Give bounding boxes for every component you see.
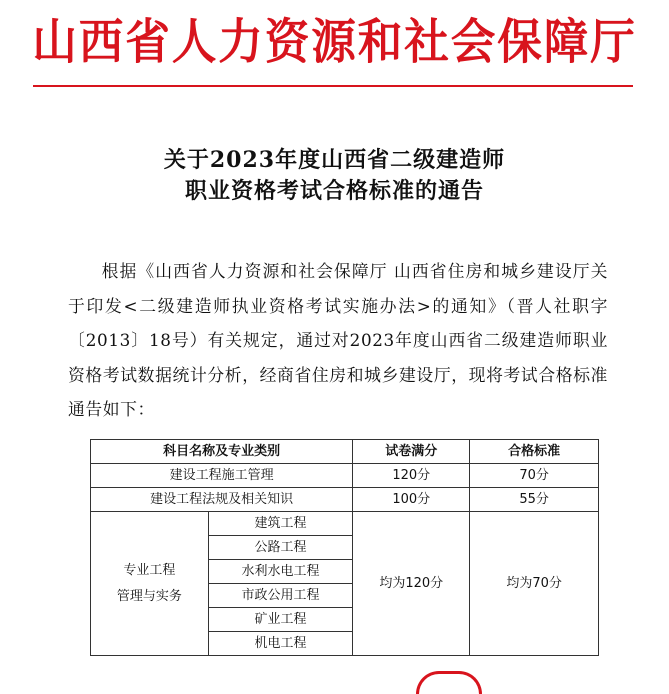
specialty-cell: 公路工程 <box>208 536 353 560</box>
specialty-cell: 机电工程 <box>208 632 353 656</box>
table-header-row <box>91 440 599 464</box>
official-seal-stamp <box>416 671 482 694</box>
group-full-score: 均为120分 <box>353 512 470 656</box>
table-row <box>91 464 599 488</box>
group-pass-mark: 均为70分 <box>470 512 599 656</box>
specialty-cell: 建筑工程 <box>208 512 353 536</box>
org-header-title: 山西省人力资源和社会保障厅 <box>32 14 637 70</box>
row-subject: 建设工程施工管理 <box>91 464 353 488</box>
row-subject: 建设工程法规及相关知识 <box>91 488 353 512</box>
row-pass-mark: 70分 <box>470 464 599 488</box>
notice-body-paragraph: 根据《山西省人力资源和社会保障厅 山西省住房和城乡建设厅关于印发<二级建造师执业资格考试实施办法>的通知》（晋人社职字〔2013〕18号）有关规定，通过对2023年度山西省二级建造师职业资格考试数据统计分析，经商省住房和城乡建设厅，现将考试合格标准通告如下： <box>68 261 608 419</box>
notice-title-line-1: 关于2023年度山西省二级建造师 <box>163 147 506 173</box>
notice-title-line-2: 职业资格考试合格标准的通告 <box>184 178 484 204</box>
group-name-line-2: 管理与实务 <box>116 588 182 604</box>
specialty-cell: 水利水电工程 <box>208 560 353 584</box>
row-full-score: 100分 <box>353 488 470 512</box>
passing-standard-table <box>90 439 599 656</box>
row-pass-mark: 55分 <box>470 488 599 512</box>
group-name-line-1: 专业工程 <box>123 562 176 578</box>
table-row <box>91 512 599 536</box>
table-row <box>91 488 599 512</box>
header-subject: 科目名称及专业类别 <box>91 440 353 464</box>
row-full-score: 120分 <box>353 464 470 488</box>
header-red-rule <box>33 85 633 87</box>
specialty-cell: 市政公用工程 <box>208 584 353 608</box>
header-full-score: 试卷满分 <box>353 440 470 464</box>
specialty-cell: 矿业工程 <box>208 608 353 632</box>
group-subject-name <box>91 512 209 656</box>
header-pass-mark: 合格标准 <box>470 440 599 464</box>
